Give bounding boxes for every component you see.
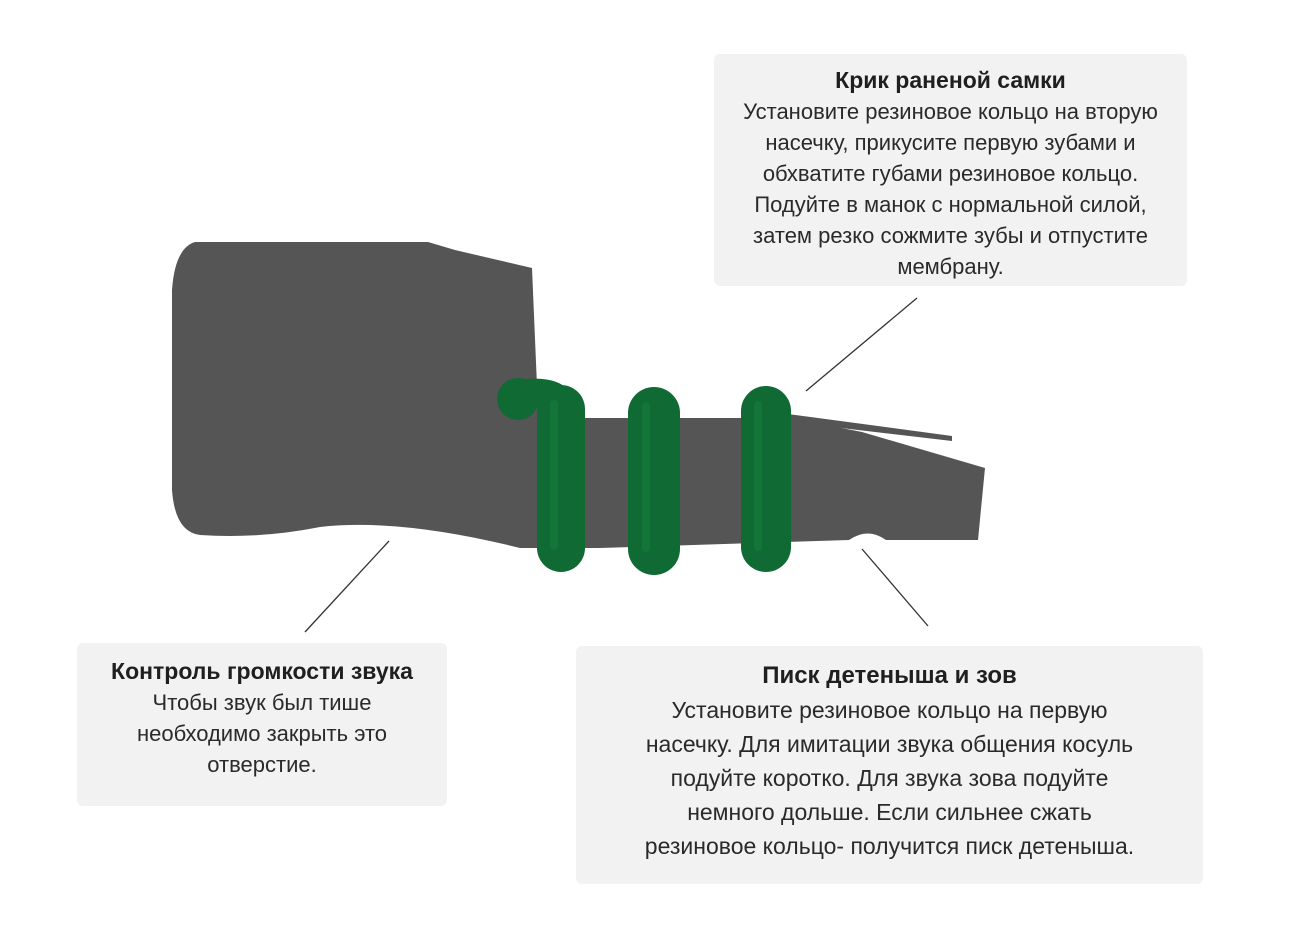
callout-line: насечку, прикусите первую зубами и bbox=[765, 130, 1136, 155]
callout-volume-control bbox=[77, 643, 447, 806]
callout-line: затем резко сожмите зубы и отпустите bbox=[753, 223, 1148, 248]
callout-title: Контроль громкости звука bbox=[111, 658, 413, 684]
callout-line: Установите резиновое кольцо на первую bbox=[671, 697, 1108, 723]
callout-title: Писк детеныша и зов bbox=[762, 662, 1017, 689]
ring-highlight-1 bbox=[550, 400, 558, 550]
callout-calf-squeak bbox=[576, 646, 1203, 884]
leader-line-volume bbox=[305, 541, 389, 632]
callout-line: мембрану. bbox=[897, 254, 1004, 279]
rubber-ring-3 bbox=[741, 386, 791, 572]
rubber-ring-2 bbox=[628, 387, 680, 575]
callout-line: Подуйте в манок с нормальной силой, bbox=[754, 192, 1147, 217]
callout-line: резиновое кольцо- получится писк детеныша. bbox=[644, 833, 1135, 859]
callout-line: насечку. Для имитации звука общения косуль bbox=[645, 731, 1134, 757]
callout-line: отверстие. bbox=[207, 752, 317, 777]
callout-line: Чтобы звук был тише bbox=[152, 690, 372, 715]
callout-line: немного дольше. Если сильнее сжать bbox=[687, 799, 1092, 825]
leader-line-calf bbox=[862, 549, 928, 626]
callout-line: необходимо закрыть это bbox=[136, 721, 388, 746]
callout-line: обхватите губами резиновое кольцо. bbox=[762, 161, 1139, 186]
callout-wounded-female bbox=[714, 54, 1187, 286]
rubber-ring-1 bbox=[537, 385, 585, 572]
callout-line: подуйте коротко. Для звука зова подуйте bbox=[670, 765, 1109, 791]
callout-line: Установите резиновое кольцо на вторую bbox=[743, 99, 1158, 124]
leader-line-wounded bbox=[806, 298, 917, 391]
ring-highlight-2 bbox=[642, 402, 650, 552]
ring-highlight-3 bbox=[754, 401, 762, 551]
callout-title: Крик раненой самки bbox=[835, 67, 1066, 93]
